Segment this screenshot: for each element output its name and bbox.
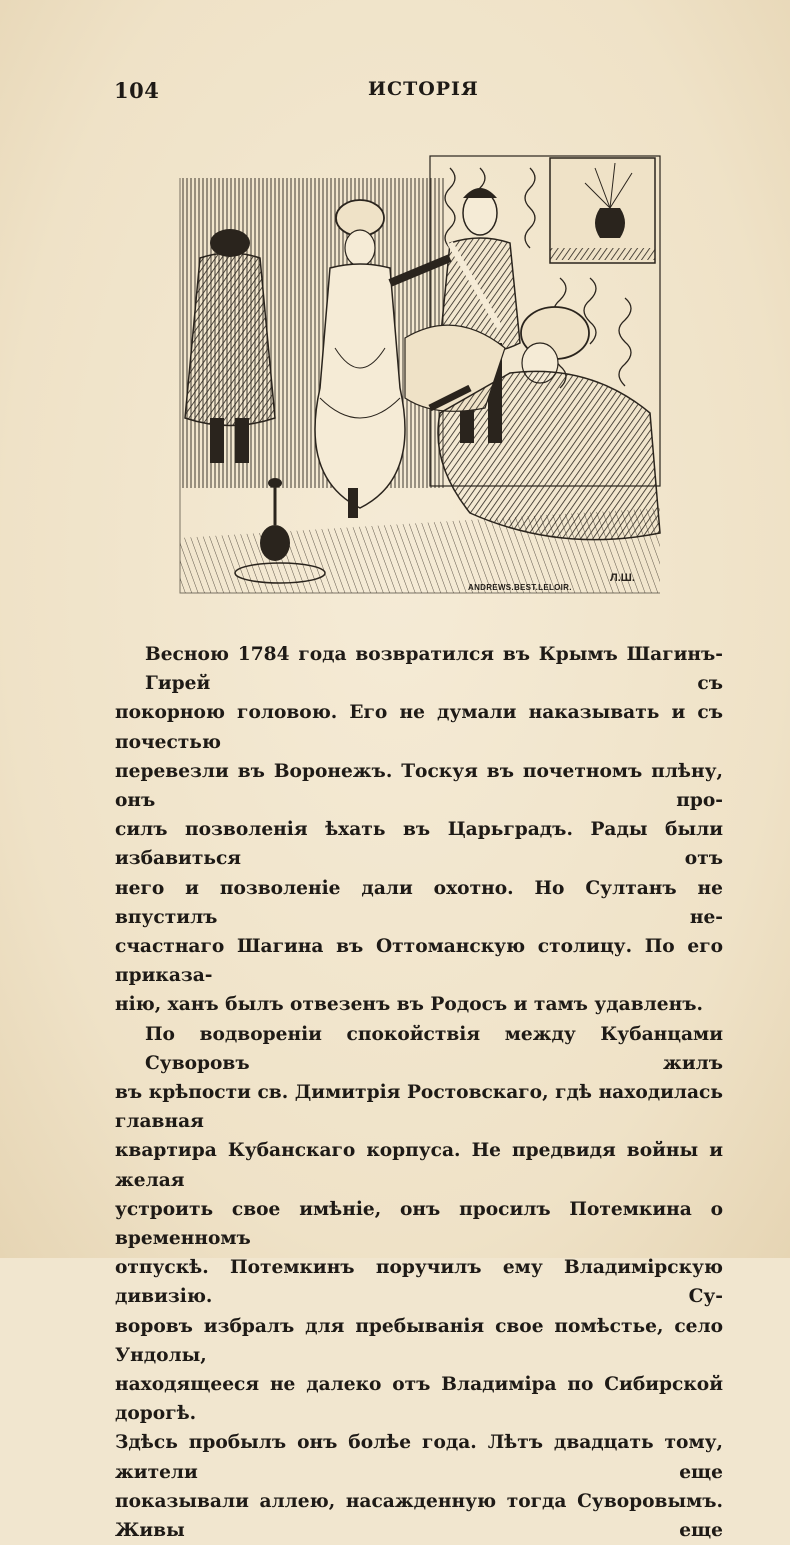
running-title: ИСТОРІЯ xyxy=(368,78,479,100)
text-line: Здѣсь пробылъ онъ болѣе года. Лѣтъ двадцать тому, жители еще xyxy=(115,1432,723,1483)
text-line: находящееся не далеко отъ Владиміра по Сибирской дорогѣ. xyxy=(115,1374,723,1425)
paragraph-1 xyxy=(115,640,723,1020)
text-line: По водвореніи спокойствія между Кубанцами Суворовъ жилъ xyxy=(145,1023,723,1074)
text-line: нію, ханъ былъ отвезенъ въ Родосъ и тамъ удавленъ. xyxy=(115,994,703,1016)
text-line: силъ позволенія ѣхать въ Царьградъ. Рады были избавиться отъ xyxy=(115,819,723,870)
page-number: 104 xyxy=(114,78,160,103)
engraving-illustration xyxy=(170,148,670,603)
paragraph-2 xyxy=(115,1020,723,1545)
engraving-scene xyxy=(170,148,670,603)
artist-monogram: Л.Ш. xyxy=(610,572,635,584)
text-line: въ крѣпости св. Димитрія Ростовскаго, гдѣ находилась главная xyxy=(115,1082,723,1133)
text-line: покорною головою. Его не думали наказывать и съ почестью xyxy=(115,702,723,753)
text-line: квартира Кубанскаго корпуса. Не предвидя войны и желая xyxy=(115,1140,723,1191)
text-line: перевезли въ Воронежъ. Тоскуя въ почетномъ плѣну, онъ про- xyxy=(115,760,723,812)
vase-icon xyxy=(595,208,625,238)
page-header xyxy=(110,72,695,108)
text-line: него и позволеніе дали охотно. Но Султанъ не впустилъ не- xyxy=(115,877,723,928)
text-line: устроить свое имѣніе, онъ просилъ Потемкина о временномъ xyxy=(115,1198,723,1250)
text-line: отпускѣ. Потемкинъ поручилъ ему Владимірскую дивизію. Су- xyxy=(115,1257,723,1308)
text-line: счастнаго Шагина въ Оттоманскую столицу. По его приказа- xyxy=(115,936,723,987)
text-line: воровъ избралъ для пребыванія свое помѣстье, село Ундолы, xyxy=(115,1315,723,1366)
text-line: Весною 1784 года возвратился въ Крымъ Шагинъ-Гирей съ xyxy=(145,644,723,695)
body-text xyxy=(115,640,723,1545)
window-ledge xyxy=(550,248,655,260)
text-line: показывали аллею, насажденную тогда Суворовымъ. Живы еще xyxy=(115,1490,723,1542)
engraver-signature: ANDREWS.BEST.LELOIR. xyxy=(468,583,572,592)
